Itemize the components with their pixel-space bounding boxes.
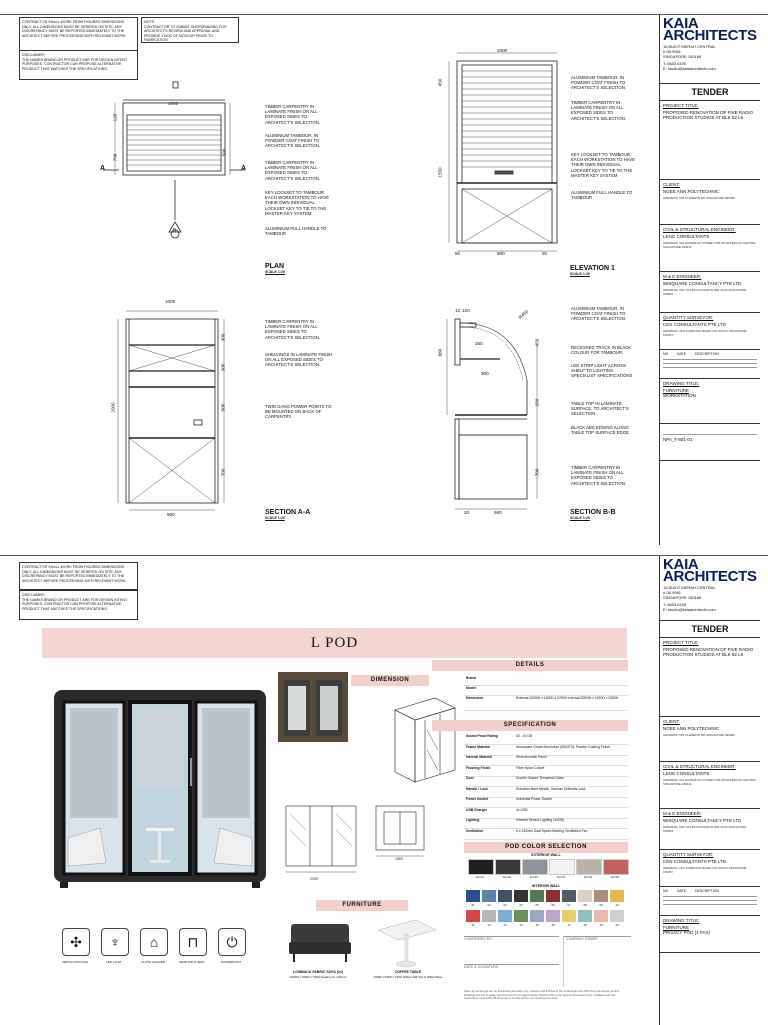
company-logo — [663, 15, 760, 44]
addr2-line-3: SINGAPORE 150168 — [663, 595, 702, 600]
interior-color-swatch[interactable] — [546, 910, 560, 922]
fabrication-note — [141, 17, 239, 43]
qs-section — [660, 313, 760, 350]
elev-dim-b3: 50 — [542, 251, 548, 256]
drawing-heading-2: DRAWING TITLE: — [663, 918, 700, 923]
logo2-line-1: KAIA — [663, 556, 699, 573]
secb-dim-h2: 300 — [481, 371, 489, 376]
exterior-wall-heading: EXTERIOR WALL — [531, 853, 561, 857]
secb-title — [570, 509, 616, 520]
details-row-model — [464, 686, 628, 696]
rev-col-no: NO — [663, 352, 669, 356]
details-row-dimension — [464, 696, 628, 711]
interior-color-code: 09 — [599, 903, 603, 907]
client-address: ADDRESS: 535 CLEMENTI RD SINGAPORE 599489 — [663, 196, 735, 200]
secb-dim-depth: 250 — [475, 341, 483, 346]
title-block-1 — [659, 15, 760, 545]
seca-label-2: SHELVINGS IN LAMINATE FINISH ON ALL EXPOSED SIDES TO ARCHITECT'S SELECTION. — [265, 352, 333, 368]
me-name-2: WISQUARE CONSULTANCY PTE LTD — [663, 818, 742, 823]
pod-color-band: POD COLOR SELECTION — [464, 842, 628, 853]
spec-value: 6 x 120mm Dual Speed Bearing Ventilation Fan — [516, 828, 588, 833]
disclaimer-title: DISCLAIMER: — [22, 53, 45, 57]
client-heading: CLIENT: — [663, 182, 680, 187]
spec-row — [464, 829, 628, 840]
plan-label-5: ALUMINIUM PULL HANDLE TO TAMBOUR — [265, 226, 327, 237]
drawing2-title-line-1: FURNITURE — [663, 925, 689, 930]
seca-dim-height: 2000 — [110, 402, 116, 413]
project-section-2 — [660, 638, 760, 717]
spec-key: USB Charger — [466, 807, 488, 812]
spec-key: Internal Material — [466, 755, 493, 759]
company-address — [663, 44, 760, 71]
rev-col-date: DATE — [677, 352, 687, 356]
pod-rendering — [50, 688, 270, 890]
spec-row — [464, 818, 628, 829]
interior-color-swatch[interactable] — [466, 890, 480, 902]
addr2-line-2: # 08-9981 — [663, 590, 682, 595]
rev2-col-no: NO — [663, 889, 669, 893]
details-key: Model — [466, 686, 476, 690]
interior-color-swatch[interactable] — [610, 890, 624, 902]
client-section-2 — [660, 717, 760, 762]
seca-scale: SCALE 1:20 — [265, 516, 285, 520]
interior-color-code: 20 — [615, 923, 619, 927]
spec-key: Lighting — [466, 818, 480, 822]
rev-col-desc: DESCRIPTION — [695, 352, 719, 356]
addr-line-3: SINGAPORE 150168 — [663, 54, 702, 59]
company-email-2: E: studio@kaiaarchitects.com — [663, 607, 716, 612]
feature-icon-label: LED LIGHT — [106, 960, 122, 964]
exterior-color-code: EX-06 — [611, 875, 619, 879]
pod-isometric-drawing — [385, 690, 460, 790]
drawing-title-section — [660, 379, 760, 424]
tender-label-2: TENDER — [660, 620, 760, 638]
seca-dim-r1: 300 — [220, 333, 226, 342]
elev-scale: SCALE 1:20 — [570, 272, 590, 276]
client-name: NGEE ANN POLYTECHNIC — [663, 189, 720, 194]
interior-color-code: 10 — [615, 903, 619, 907]
disclaimer-note-2 — [19, 590, 138, 620]
spec-key: Sound Proof Rating — [466, 734, 498, 738]
cloth-hanger-icon: ⌂ — [140, 928, 168, 956]
seca-title-text: SECTION A-A — [265, 509, 311, 516]
plan-drawing — [95, 70, 265, 240]
elev-dim-b1: 50 — [455, 251, 461, 256]
interior-color-swatch[interactable] — [610, 910, 624, 922]
qs-heading-2: QUANTITY SURVEYOR: — [663, 852, 714, 857]
note-title: NOTE: — [144, 20, 155, 24]
interior-color-swatch[interactable] — [466, 910, 480, 922]
plan-title — [265, 263, 285, 274]
exterior-color-code: EX-04 — [557, 875, 565, 879]
rev2-col-date: DATE — [677, 889, 687, 893]
date-signature-field[interactable]: DATE & SIGNATURE: — [464, 964, 559, 985]
qs-section-2 — [660, 850, 760, 887]
cs-address: ADDRESS: 431 WATERLOO STREET #05-08 WATERLOO CENTRE SINGAPORE 180431 — [663, 241, 756, 249]
interior-color-code: 19 — [599, 923, 603, 927]
seca-title — [265, 509, 310, 520]
spec-value: Stainless steel handle, German Driftwear Lock — [516, 786, 586, 791]
elev-label-3: KEY LOCKSET TO TAMBOUR. EACH WORKSTATION TO HAVE THEIR OWN INDIVIDUAL LOCKSET KEY TO TIE TO THE MASTER KEY SYSTEM — [571, 152, 636, 178]
disclaimer-text: THE NAMES BRAND OR PRODUCT ARE FOR DESIGN INTENT PURPOSES. CONTRACTOR CAN PROPOSE ALTERNATIVE PRODUCT THAT MATCHES THE SPECIFICATIONS. — [22, 57, 128, 71]
exterior-color-swatch[interactable] — [522, 859, 548, 875]
interior-color-code: 12 — [487, 923, 491, 927]
spec-value: Fiber Nylon Carpet — [516, 765, 545, 770]
company-tel-2: T: 6653 6190 — [663, 602, 687, 607]
spec-key: Flooring Finish — [466, 765, 491, 770]
logo-line-2: ARCHITECTS — [663, 27, 757, 44]
exterior-color-swatch[interactable] — [603, 859, 629, 875]
elev-dim-b2: 900 — [497, 251, 505, 256]
secb-dim-v1: 450 — [534, 338, 540, 347]
title-block-2 — [659, 556, 760, 1025]
interior-color-code: 05 — [535, 903, 539, 907]
logo2-line-2: ARCHITECTS — [663, 568, 757, 585]
me-address: ADDRESS: 996 TOA PAYOH NORTH #05-12/14 SINGAPORE 318993 — [663, 288, 747, 296]
interior-color-code: 04 — [519, 903, 523, 907]
plan-dim-width: 1000 — [168, 101, 179, 106]
details-band: DETAILS — [432, 660, 628, 671]
elev-label-4: ALUMINIUM FULL HANDLE TO TAMBOUR — [571, 190, 633, 201]
interior-color-swatch[interactable] — [562, 890, 576, 902]
elev-title-text: ELEVATION 1 — [570, 265, 615, 272]
exterior-color-code: EX-05 — [584, 875, 592, 879]
plan-section-marker-a2: A — [241, 165, 247, 172]
exterior-color-code: EX-01 — [476, 875, 484, 879]
revision-table-2 — [660, 887, 760, 916]
seca-label-3: TWIN GANG POWER POINTS TO BE MOUNTED ON BACK OF CARPENTRY. — [265, 404, 332, 420]
logo-line-1: KAIA — [663, 15, 699, 32]
interior-color-swatch[interactable] — [530, 910, 544, 922]
cs-name-2: LENG CONSULTANTS — [663, 771, 710, 776]
secb-scale: SCALE 1:20 — [570, 516, 590, 520]
dimension-band: DIMENSION — [351, 675, 429, 686]
interior-color-swatch[interactable] — [482, 910, 496, 922]
me-heading: M & E ENGINEER: — [663, 274, 702, 279]
addr-line-1: 16 BUKIT MERAH CENTRAL — [663, 44, 716, 49]
secb-dim-t1: 12 — [455, 308, 461, 313]
spec-row — [464, 808, 628, 819]
elev-title — [570, 265, 615, 276]
seca-dim-r4: 700 — [220, 468, 226, 477]
cs-heading: CIVIL & STRUCTURAL ENGINEER: — [663, 227, 736, 232]
interior-color-swatch[interactable] — [562, 910, 576, 922]
coffee-table-dim: 350W x 530D x 740H White HDF Top & White Base — [373, 975, 443, 979]
secb-label-1: ALUMINIUM TAMBOUR, IN POWDER COAT FINISH TO ARCHITECT'S SELECTION. — [571, 306, 627, 322]
project-title-2: PROPOSED RENOVATION OF FIVE RADIO PRODUCTION STUDIOS AT BLK 52 L6 — [663, 647, 754, 657]
details-row-brand — [464, 676, 628, 686]
interior-color-swatch[interactable] — [482, 890, 496, 902]
company-address-2 — [663, 585, 760, 612]
feature-icon-label: VENTILATION FAN — [61, 960, 89, 964]
exterior-color-code: EX-02 — [503, 875, 511, 879]
secb-dim-radius: R450 — [517, 309, 530, 320]
interior-color-swatch[interactable] — [514, 890, 528, 902]
secb-label-2: RECESSED TRACK IN BLACK COLOUR FOR TAMBOUR. — [571, 345, 632, 356]
interior-color-swatch[interactable] — [498, 910, 512, 922]
sofa-image — [285, 918, 355, 966]
powerpoint-icon: ⏻ — [218, 928, 246, 956]
cs-engineer-section-2 — [660, 762, 760, 809]
client-heading-2: CLIENT: — [663, 719, 680, 724]
secb-title-text: SECTION B-B — [570, 509, 616, 516]
interior-color-code: 13 — [503, 923, 507, 927]
exterior-color-code: EX-03 — [530, 875, 538, 879]
interior-color-swatch[interactable] — [578, 910, 592, 922]
coffee-table-name: COFFEE TABLE — [394, 970, 422, 974]
me-heading-2: M & E ENGINEER: — [663, 811, 702, 816]
spec-row — [464, 745, 628, 756]
cs-address-2: ADDRESS: 431 WATERLOO STREET #05-08 WATERLOO CENTRE SINGAPORE 180431 — [663, 778, 756, 786]
disclaimer-text-2: THE NAMES BRAND OR PRODUCT ARE FOR DESIGN INTENT PURPOSES. CONTRACTOR CAN PROPOSE ALTERNATIVE PRODUCT THAT MATCHES THE SPECIFICATIONS. — [22, 597, 128, 611]
pod-interior-photo — [278, 672, 348, 742]
company-stamp-field[interactable]: COMPANY STAMP: — [563, 936, 631, 987]
cs-engineer-section — [660, 225, 760, 272]
secb-label-3: LED STRIP LIGHT ACROSS SHELF TO LIGHTING SPECIALIST SPECIFICATIONS — [571, 363, 633, 379]
project-heading-2: PROJECT TITLE: — [663, 640, 699, 645]
drawing-number: NPA_T-601-01 — [663, 437, 693, 442]
coffee-table-image — [372, 914, 442, 970]
seca-dim-bottom: 900 — [167, 512, 175, 517]
elev-dim-width: 1000 — [497, 48, 508, 53]
me-engineer-section-2 — [660, 809, 760, 850]
secb-label-5: BLACK ABS EDGING ALONG TABLE TOP SURFACE EDGE — [571, 425, 629, 436]
addr-line-2: # 08-9981 — [663, 49, 682, 54]
disclaimer-title-2: DISCLAIMER: — [22, 593, 45, 597]
secb-dim-h1: 660 — [437, 348, 443, 357]
pod-plan-dim: 2200 — [310, 877, 318, 881]
spec-value: Infrared Sensor Lighting (400W) — [516, 818, 565, 822]
cs-heading-2: CIVIL & STRUCTURAL ENGINEER: — [663, 764, 736, 769]
company-logo-2 — [663, 556, 760, 585]
seca-label-1: TIMBER CARPENTRY IN LAMINATE FINISH ON ALL EXPOSED SIDES TO ARCHITECT'S SELECTION. — [265, 319, 321, 340]
interior-color-code: 14 — [519, 923, 523, 927]
spec-row — [464, 734, 628, 745]
drawing-number-section — [660, 424, 760, 461]
pod-plan-drawing — [280, 800, 365, 880]
spec-key: Power Socket — [466, 797, 489, 801]
interior-wall-heading: INTERIOR WALL — [531, 884, 561, 888]
spec-value: 4x USB — [516, 807, 528, 812]
plan-dim-depth-2: 700 — [112, 153, 118, 162]
section-bb-drawing — [445, 305, 570, 515]
drawing-title-line-2: WORKSTATION — [663, 393, 696, 398]
me-address-2: ADDRESS: 996 TOA PAYOH NORTH #05-12/14 SINGAPORE 318993 — [663, 825, 747, 833]
project-title: PROPOSED RENOVATION OF FIVE RADIO PRODUCTION STUDIOS AT BLK 52 L6 — [663, 110, 754, 120]
exterior-color-swatch[interactable] — [576, 859, 602, 875]
pod-elev-dim: 1500 — [395, 857, 403, 861]
me-engineer-section — [660, 272, 760, 313]
drawing-sheet-workstation — [0, 14, 768, 545]
details-value: External 2000W x 1500D x 2200H Internal 2050W x 1490D x 2060H — [516, 696, 619, 700]
interior-color-swatch[interactable] — [530, 890, 544, 902]
interior-color-swatch[interactable] — [498, 890, 512, 902]
secb-dim-v3: 700 — [534, 468, 540, 477]
secb-dim-v2: 250 — [534, 398, 540, 407]
confirmed-by-field[interactable]: CONFIRMED BY: — [464, 936, 559, 959]
secb-dim-b2: 680 — [494, 510, 502, 515]
secb-label-6: TIMBER CARPENTRY IN LAMINATE FINISH ON ALL EXPOSED SIDES TO ARCHITECT'S SELECTION. — [571, 465, 627, 486]
interior-color-code: 15 — [535, 923, 539, 927]
seca-dim-width: 1000 — [165, 299, 176, 304]
details-key: Brand — [466, 676, 476, 680]
company-email: E: studio@kaiaarchitects.com — [663, 66, 716, 71]
plan-label-2: ALUMINIUM TAMBOUR, IN POWDER COAT FINISH TO ARCHITECT'S SELECTION. — [265, 133, 321, 149]
qs-address: ADDRESS: 28 A KAMPONG BAHRU RD #03-01 SINGAPORE 169357 — [663, 329, 747, 337]
rev2-col-desc: DESCRIPTION — [695, 889, 719, 893]
plan-label-3: TIMBER CARPENTRY IN LAMINATE FINISH ON ALL EXPOSED SIDES TO ARCHITECT'S SELECTION. — [265, 160, 321, 181]
seca-dim-r3: 500 — [220, 403, 226, 412]
feature-icon-label: POWERPOINT — [220, 960, 242, 964]
spec-value: Double Glazed Tempered Glass — [516, 776, 564, 780]
spec-value: Universal Power Socket — [516, 797, 552, 801]
elev-dim-h2: 1550 — [437, 167, 443, 178]
seca-dim-r2: 300 — [220, 363, 226, 372]
elev-label-2: TIMBER CARPENTRY IN LAMINATE FINISH ON ALL EXPOSED SIDES TO ARCHITECT'S SELECTION. — [571, 100, 627, 121]
interior-color-code: 11 — [471, 923, 475, 927]
qs-address-2: ADDRESS: 28 A KAMPONG BAHRU RD #03-01 SINGAPORE 169357 — [663, 866, 747, 874]
interior-color-swatch[interactable] — [578, 890, 592, 902]
plan-section-marker-b: B — [173, 228, 177, 234]
sofa-dim: 1000W x 600D x 760H Seating Ht. 440mm — [289, 975, 347, 979]
qs-name: CEN CONSULTANTS PTE LTD — [663, 322, 727, 327]
interior-color-code: 06 — [551, 903, 555, 907]
feature-icon-label: CLOTH HANGER — [141, 960, 165, 964]
me-name: WISQUARE CONSULTANCY PTE LTD — [663, 281, 742, 286]
led-light-icon: ♆ — [101, 928, 129, 956]
interior-color-swatch[interactable] — [546, 890, 560, 902]
interior-color-swatch[interactable] — [514, 910, 528, 922]
client-address-2: ADDRESS: 535 CLEMENTI RD SINGAPORE 599489 — [663, 733, 735, 737]
interior-color-code: 16 — [551, 923, 555, 927]
spec-key: Ventilation — [466, 828, 484, 833]
project-heading: PROJECT TITLE: — [663, 103, 699, 108]
interior-color-code: 17 — [567, 923, 571, 927]
company-tel: T: 6653 6190 — [663, 61, 687, 66]
client-name-2: NGEE ANN POLYTECHNIC — [663, 726, 720, 731]
interior-color-swatch[interactable] — [594, 910, 608, 922]
exterior-color-swatch[interactable] — [495, 859, 521, 875]
exterior-color-swatch[interactable] — [468, 859, 494, 875]
general-note-2: CONTRACTOR SHALL WORK FROM FIGURED DIMENSIONS ONLY. ALL DIMENSIONS MUST BE VERIFIED ON SITE. ANY DISCREPANCY MUST BE REPORTED IMMEDIATELY TO THE ARCHITECT BEFORE PROCEEDING WITH RELEVANT WORK. — [19, 562, 138, 590]
pod-elevation-drawing — [370, 800, 430, 865]
spec-key: Frame Material — [466, 744, 490, 749]
project-section — [660, 101, 760, 180]
furniture-band: FURNITURE — [316, 900, 408, 911]
drawing-title-line-1: FURNITURE — [663, 388, 689, 393]
specification-band: SPECIFICATION — [432, 720, 628, 731]
qs-heading: QUANTITY SURVEYOR: — [663, 315, 714, 320]
plan-scale: SCALE 1:20 — [265, 270, 285, 274]
desktop-seat-icon: ⊓ — [179, 928, 207, 956]
qs-name-2: CEN CONSULTANTS PTE LTD — [663, 859, 727, 864]
elev-label-1: ALUMINIUM TAMBOUR, IN POWDER COAT FINISH TO ARCHITECT'S SELECTION. — [571, 75, 627, 91]
details-key: Dimension — [466, 696, 484, 700]
spec-row — [464, 755, 628, 766]
interior-color-code: 03 — [503, 903, 507, 907]
sofa-name: LOWBACK FABRIC SOFA (2x) — [293, 970, 343, 974]
elevation-drawing — [445, 43, 570, 258]
plan-section-marker-a: A — [100, 165, 106, 172]
spec-value: 30 - 40 DB — [516, 734, 533, 738]
spec-key: Door — [466, 776, 474, 780]
plan-label-4: KEY LOCKSET TO TAMBOUR. EACH WORKSTATION TO HAVE THEIR OWN INDIVIDUAL LOCKSET KEY TO TIE TO THE MASTER KEY SYSTEM — [265, 190, 330, 216]
plan-title-text: PLAN — [265, 263, 285, 270]
drawing-title-section-2 — [660, 916, 760, 953]
interior-color-swatch[interactable] — [594, 890, 608, 902]
elev-dim-h1: 450 — [437, 78, 443, 87]
spec-value: 9mm Acoustic Panel — [516, 755, 547, 759]
secb-dim-b1: 20 — [464, 510, 470, 515]
ventilation-fan-icon: ✣ — [62, 928, 90, 956]
spec-row — [464, 787, 628, 798]
tender-label: TENDER — [660, 83, 760, 101]
secb-dim-t2: 120 — [462, 308, 470, 313]
exterior-color-swatch[interactable] — [549, 859, 575, 875]
interior-color-code: 08 — [583, 903, 587, 907]
interior-color-code: 01 — [471, 903, 475, 907]
general-note: CONTRACTOR SHALL WORK FROM FIGURED DIMENSIONS ONLY. ALL DIMENSIONS MUST BE VERIFIED ON SITE. ANY DISCREPANCY MUST BE REPORTED IMMEDIATELY TO THE ARCHITECT BEFORE PROCEEDING WITH RELEVANT WORK. — [19, 17, 138, 51]
client-section — [660, 180, 760, 225]
revision-table — [660, 350, 760, 379]
secb-label-4: TABLE TOP IN LAMINATE SURFACE, TO ARCHITECT'S SELECTION. — [571, 401, 629, 417]
cs-name: LENG CONSULTANTS — [663, 234, 710, 239]
feature-icon-label: DESKTOP & SEAT — [179, 960, 205, 964]
interior-color-code: 07 — [567, 903, 571, 907]
interior-color-code: 18 — [583, 923, 587, 927]
spec-row — [464, 776, 628, 787]
spec-value: Aerospace Grade Aluminium (6063T5), Powder Coating Finish — [516, 744, 610, 749]
drawing2-title-line-2: PRIVACY POD (4 PAX) — [663, 930, 711, 935]
interior-color-code: 02 — [487, 903, 491, 907]
plan-dim-depth-1: 120 — [112, 113, 118, 122]
spec-row — [464, 766, 628, 777]
footnote: Note: all renderings are for illustrative purposes only. Colours and finishes in the renderings may differ from the actual product. Drawings are not to scale, and dimensions are approximate. Please refer to the figured dimensions only. Installers and site supervisors must verify all dimensions on site before commencing any work. — [464, 989, 620, 1000]
spec-row — [464, 797, 628, 808]
plan-dim-depth-3: 500 — [221, 148, 227, 157]
drawing-heading: DRAWING TITLE: — [663, 381, 700, 386]
addr2-line-1: 16 BUKIT MERAH CENTRAL — [663, 585, 716, 590]
spec-key: Handle / Lock — [466, 786, 489, 791]
pod-title: L POD — [42, 628, 627, 658]
note-text: CONTRACTOR TO SUBMIT SHOPDRAWING FOR ARCHITECT'S REVIEW AND APPROVAL AND PROVIDE 1 NOS OF MOCKUP PRIOR TO FABRICATION. — [144, 24, 227, 43]
plan-label-1: TIMBER CARPENTRY IN LAMINATE FINISH ON ALL EXPOSED SIDES TO ARCHITECT'S SELECTION. — [265, 104, 321, 125]
